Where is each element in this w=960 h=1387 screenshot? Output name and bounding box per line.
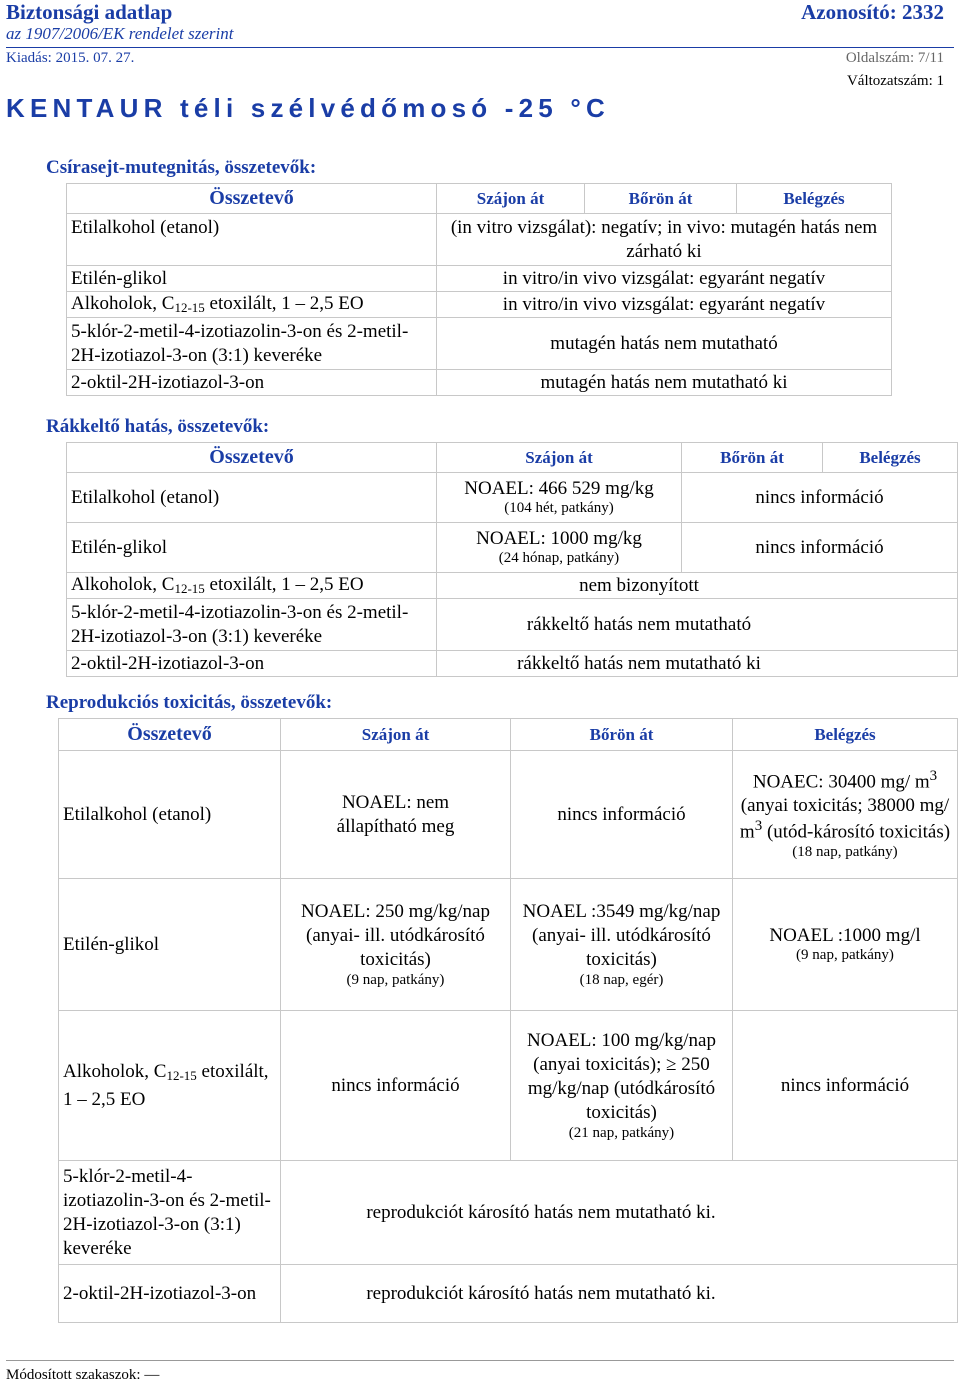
value-cell: in vitro/in vivo vizsgálat: egyaránt negatív xyxy=(437,266,892,292)
table-row xyxy=(67,651,958,677)
table-row xyxy=(59,879,958,1011)
column-header-oral: Szájon át xyxy=(437,184,585,214)
table-row xyxy=(67,573,958,599)
oral-cell: nincs információ xyxy=(281,1011,511,1161)
table-row xyxy=(59,751,958,879)
component-cell: Etilalkohol (etanol) xyxy=(67,214,437,266)
table-row xyxy=(67,266,892,292)
component-cell: 5-klór-2-metil-4-izotiazolin-3-on és 2-metil-2H-izotiazol-3-on (3:1) keveréke xyxy=(59,1161,281,1265)
column-header-dermal: Bőrön át xyxy=(682,443,823,473)
table-row xyxy=(59,1011,958,1161)
document-type-title: Biztonsági adatlap xyxy=(6,0,173,24)
value-cell: rákkeltő hatás nem mutatható xyxy=(437,599,958,651)
column-header-inhalation: Belégzés xyxy=(823,443,958,473)
dermal-cell: nincs információ xyxy=(511,751,733,879)
component-cell: Etilén-glikol xyxy=(67,523,437,573)
table-row xyxy=(67,523,958,573)
component-cell: 2-oktil-2H-izotiazol-3-on xyxy=(59,1265,281,1323)
column-header-component: Összetevő xyxy=(67,184,437,214)
component-cell: Etilén-glikol xyxy=(59,879,281,1011)
column-header-oral: Szájon át xyxy=(281,719,511,751)
section-title-reproductive: Reprodukciós toxicitás, összetevők: xyxy=(46,692,333,713)
component-cell: 5-klór-2-metil-4-izotiazolin-3-on és 2-metil-2H-izotiazol-3-on (3:1) keveréke xyxy=(67,599,437,651)
oral-cell: NOAEL: 250 mg/kg/nap (anyai- ill. utódkárosító toxicitás) (9 nap, patkány) xyxy=(281,879,511,1011)
product-name: KENTAUR téli szélvédőmosó -25 °C xyxy=(6,93,610,123)
page-number: Oldalszám: 7/11 xyxy=(845,50,944,66)
inhalation-cell: NOAEL :1000 mg/l (9 nap, patkány) xyxy=(733,879,958,1011)
component-cell: 5-klór-2-metil-4-izotiazolin-3-on és 2-metil-2H-izotiazol-3-on (3:1) keveréke xyxy=(67,318,437,370)
dermal-cell: NOAEL :3549 mg/kg/nap (anyai- ill. utódkárosító toxicitás) (18 nap, egér) xyxy=(511,879,733,1011)
component-cell: Alkoholok, $C_{12-15}$ etoxilált, 1 – 2,5 EO xyxy=(59,1011,281,1161)
header-divider xyxy=(6,47,954,48)
column-header-component: Összetevő xyxy=(59,719,281,751)
carcinogenicity-table xyxy=(66,442,958,677)
value-cell: mutagén hatás nem mutatható xyxy=(437,318,892,370)
component-cell: 2-oktil-2H-izotiazol-3-on xyxy=(67,370,437,396)
table-row xyxy=(67,292,892,318)
oral-cell: NOAEL: 466 529 mg/kg (104 hét, patkány) xyxy=(437,473,682,523)
table-row xyxy=(67,370,892,396)
table-row xyxy=(67,473,958,523)
revision-number: Változatszám: 1 xyxy=(846,73,944,89)
component-cell: Etilalkohol (etanol) xyxy=(59,751,281,879)
value-cell: (in vitro vizsgálat): negatív; in vivo: mutagén hatás nem zárható ki xyxy=(437,214,892,266)
column-header-dermal: Bőrön át xyxy=(585,184,737,214)
document-identifier: Azonosító: 2332 xyxy=(801,0,944,24)
inhalation-cell: NOAEC: 30400 mg/ $m^3$ (anyai toxicitás; 38000 mg/ $m^3$ (utód-károsító toxicitás) (18 nap, patkány) xyxy=(733,751,958,879)
reproductive-toxicity-table xyxy=(58,718,958,1323)
component-cell: Alkoholok, $C_{12-15}$ etoxilált, 1 – 2,5 EO xyxy=(67,292,437,318)
table-row xyxy=(59,1161,958,1265)
value-cell: reprodukciót károsító hatás nem mutatható ki. xyxy=(281,1161,958,1265)
value-cell: mutagén hatás nem mutatható ki xyxy=(437,370,892,396)
column-header-dermal: Bőrön át xyxy=(511,719,733,751)
table-header-row xyxy=(67,443,958,473)
table-row xyxy=(67,599,958,651)
issue-date: Kiadás: 2015. 07. 27. xyxy=(6,50,135,66)
value-cell: nincs információ xyxy=(682,523,958,573)
component-cell: Etilalkohol (etanol) xyxy=(67,473,437,523)
component-cell: 2-oktil-2H-izotiazol-3-on xyxy=(67,651,437,677)
component-cell: Alkoholok, $C_{12-15}$ etoxilált, 1 – 2,5 EO xyxy=(67,573,437,599)
section-title-germ-cell: Csírasejt-mutegnitás, összetevők: xyxy=(46,157,317,178)
table-row xyxy=(67,214,892,266)
column-header-inhalation: Belégzés xyxy=(733,719,958,751)
footer-divider xyxy=(6,1360,954,1361)
inhalation-cell: nincs információ xyxy=(733,1011,958,1161)
column-header-inhalation: Belégzés xyxy=(737,184,892,214)
table-header-row xyxy=(67,184,892,214)
column-header-oral: Szájon át xyxy=(437,443,682,473)
dermal-cell: NOAEL: 100 mg/kg/nap (anyai toxicitás); ≥ 250 mg/kg/nap (utódkárosító toxicitás) (21 nap, patkány) xyxy=(511,1011,733,1161)
value-cell: reprodukciót károsító hatás nem mutatható ki. xyxy=(281,1265,958,1323)
regulation-reference: az 1907/2006/EK rendelet szerint xyxy=(6,24,234,43)
oral-cell: NOAEL: 1000 mg/kg (24 hónap, patkány) xyxy=(437,523,682,573)
component-cell: Etilén-glikol xyxy=(67,266,437,292)
table-row xyxy=(59,1265,958,1323)
germ-cell-table xyxy=(66,183,892,396)
table-row xyxy=(67,318,892,370)
value-cell: nincs információ xyxy=(682,473,958,523)
column-header-component: Összetevő xyxy=(67,443,437,473)
table-header-row xyxy=(59,719,958,751)
value-cell: in vitro/in vivo vizsgálat: egyaránt negatív xyxy=(437,292,892,318)
value-cell: nem bizonyított xyxy=(437,573,958,599)
section-title-carcinogenicity: Rákkeltő hatás, összetevők: xyxy=(46,416,270,437)
value-cell: rákkeltő hatás nem mutatható ki xyxy=(437,651,958,677)
modified-sections: Módosított szakaszok: — xyxy=(6,1367,160,1383)
oral-cell: NOAEL: nem állapítható meg xyxy=(281,751,511,879)
